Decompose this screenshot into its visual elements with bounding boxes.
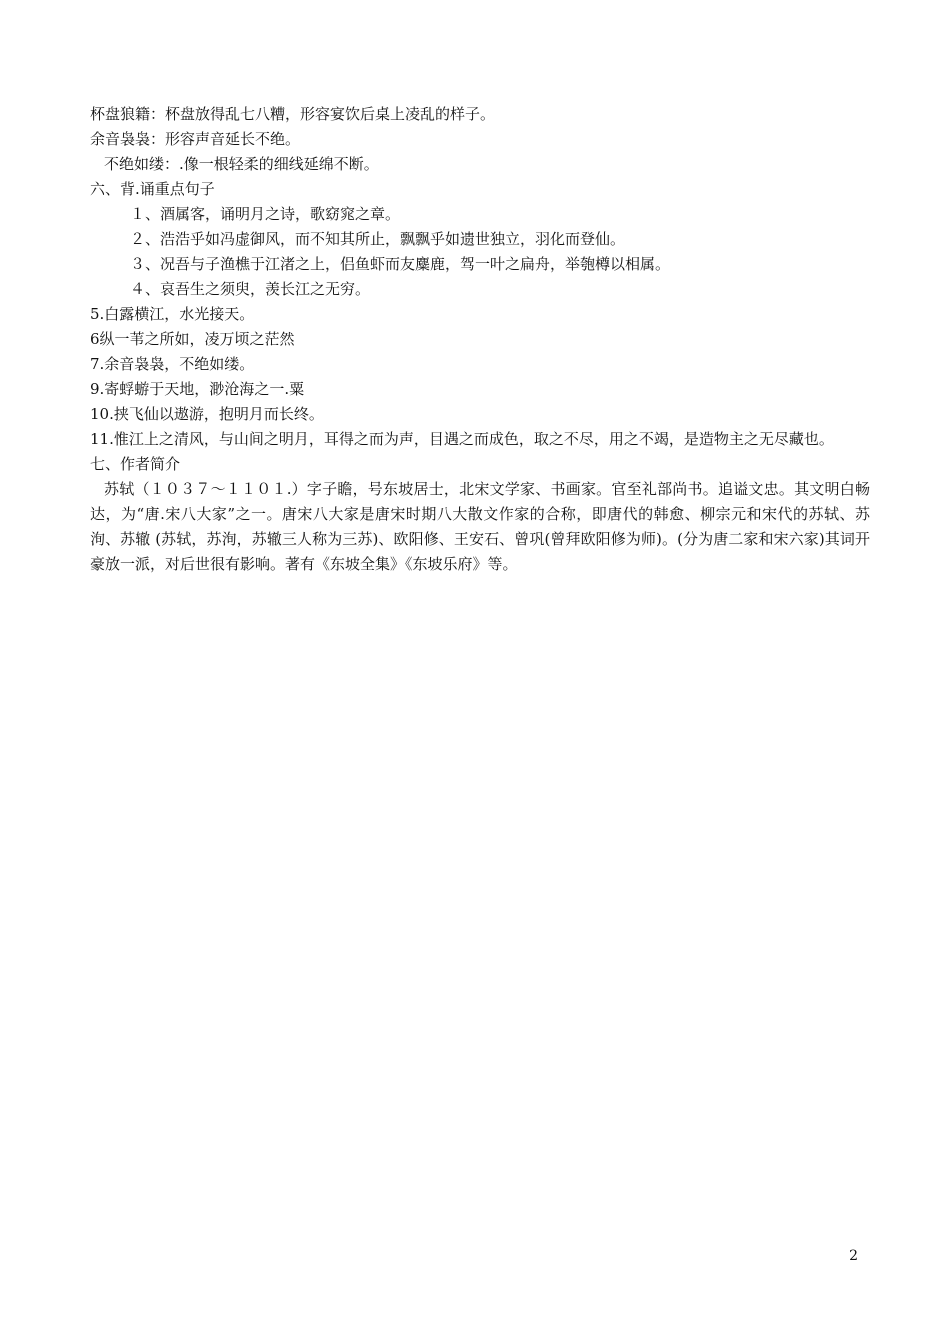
vocab-line: 余音袅袅：形容声音延长不绝。 [90, 130, 301, 148]
key-sentence: 6纵一苇之所如，凌万顷之茫然 [90, 330, 295, 348]
key-sentence: 10.挟飞仙以遨游，抱明月而长终。 [90, 405, 324, 423]
key-sentence: 5.白露横江，水光接天。 [90, 305, 255, 323]
key-sentence: 7.余音袅袅，不绝如缕。 [90, 355, 255, 373]
page-number: 2 [849, 1248, 858, 1264]
section-heading: 七、作者简介 [90, 455, 181, 473]
page-content [90, 102, 870, 577]
key-sentence: ４、哀吾生之须臾，羡长江之无穷。 [130, 280, 371, 298]
key-sentence: 11.惟江上之清风，与山间之明月，耳得之而为声，目遇之而成色，取之不尽，用之不竭，是造物主之无尽藏也。 [90, 430, 834, 448]
key-sentence: １、酒属客，诵明月之诗，歌窈窕之章。 [130, 205, 401, 223]
key-sentence: 9.寄蜉蝣于天地，渺沧海之一.粟 [90, 380, 305, 398]
key-sentence: ３、况吾与子渔樵于江渚之上，侣鱼虾而友麋鹿，驾一叶之扁舟，举匏樽以相属。 [130, 255, 671, 273]
vocab-line: 杯盘狼籍：杯盘放得乱七八糟，形容宴饮后桌上凌乱的样子。 [90, 105, 496, 123]
vocab-line: 不绝如缕：.像一根轻柔的细线延绵不断。 [104, 155, 379, 173]
key-sentence: ２、浩浩乎如冯虚御风，而不知其所止，飘飘乎如遗世独立，羽化而登仙。 [130, 230, 626, 248]
section-heading: 六、背.诵重点句子 [90, 180, 215, 198]
author-bio: 苏轼（１０３７～１１０１.）字子瞻，号东坡居士，北宋文学家、书画家。官至礼部尚书。追谥文忠。其文明白畅达，为“唐.宋八大家”之一。唐宋八大家是唐宋时期八大散文作家的合称，即唐代的韩愈、柳宗元和宋代的苏轼、苏洵、苏辙 (苏轼，苏洵，苏辙三人称为三苏)、欧阳修、王安石、曾巩(曾拜欧阳修为师)。(分为唐二家和宋六家)其词开豪放一派，对后世很有影响。著有《东坡全集》《东坡乐府》等。 [90, 480, 870, 573]
